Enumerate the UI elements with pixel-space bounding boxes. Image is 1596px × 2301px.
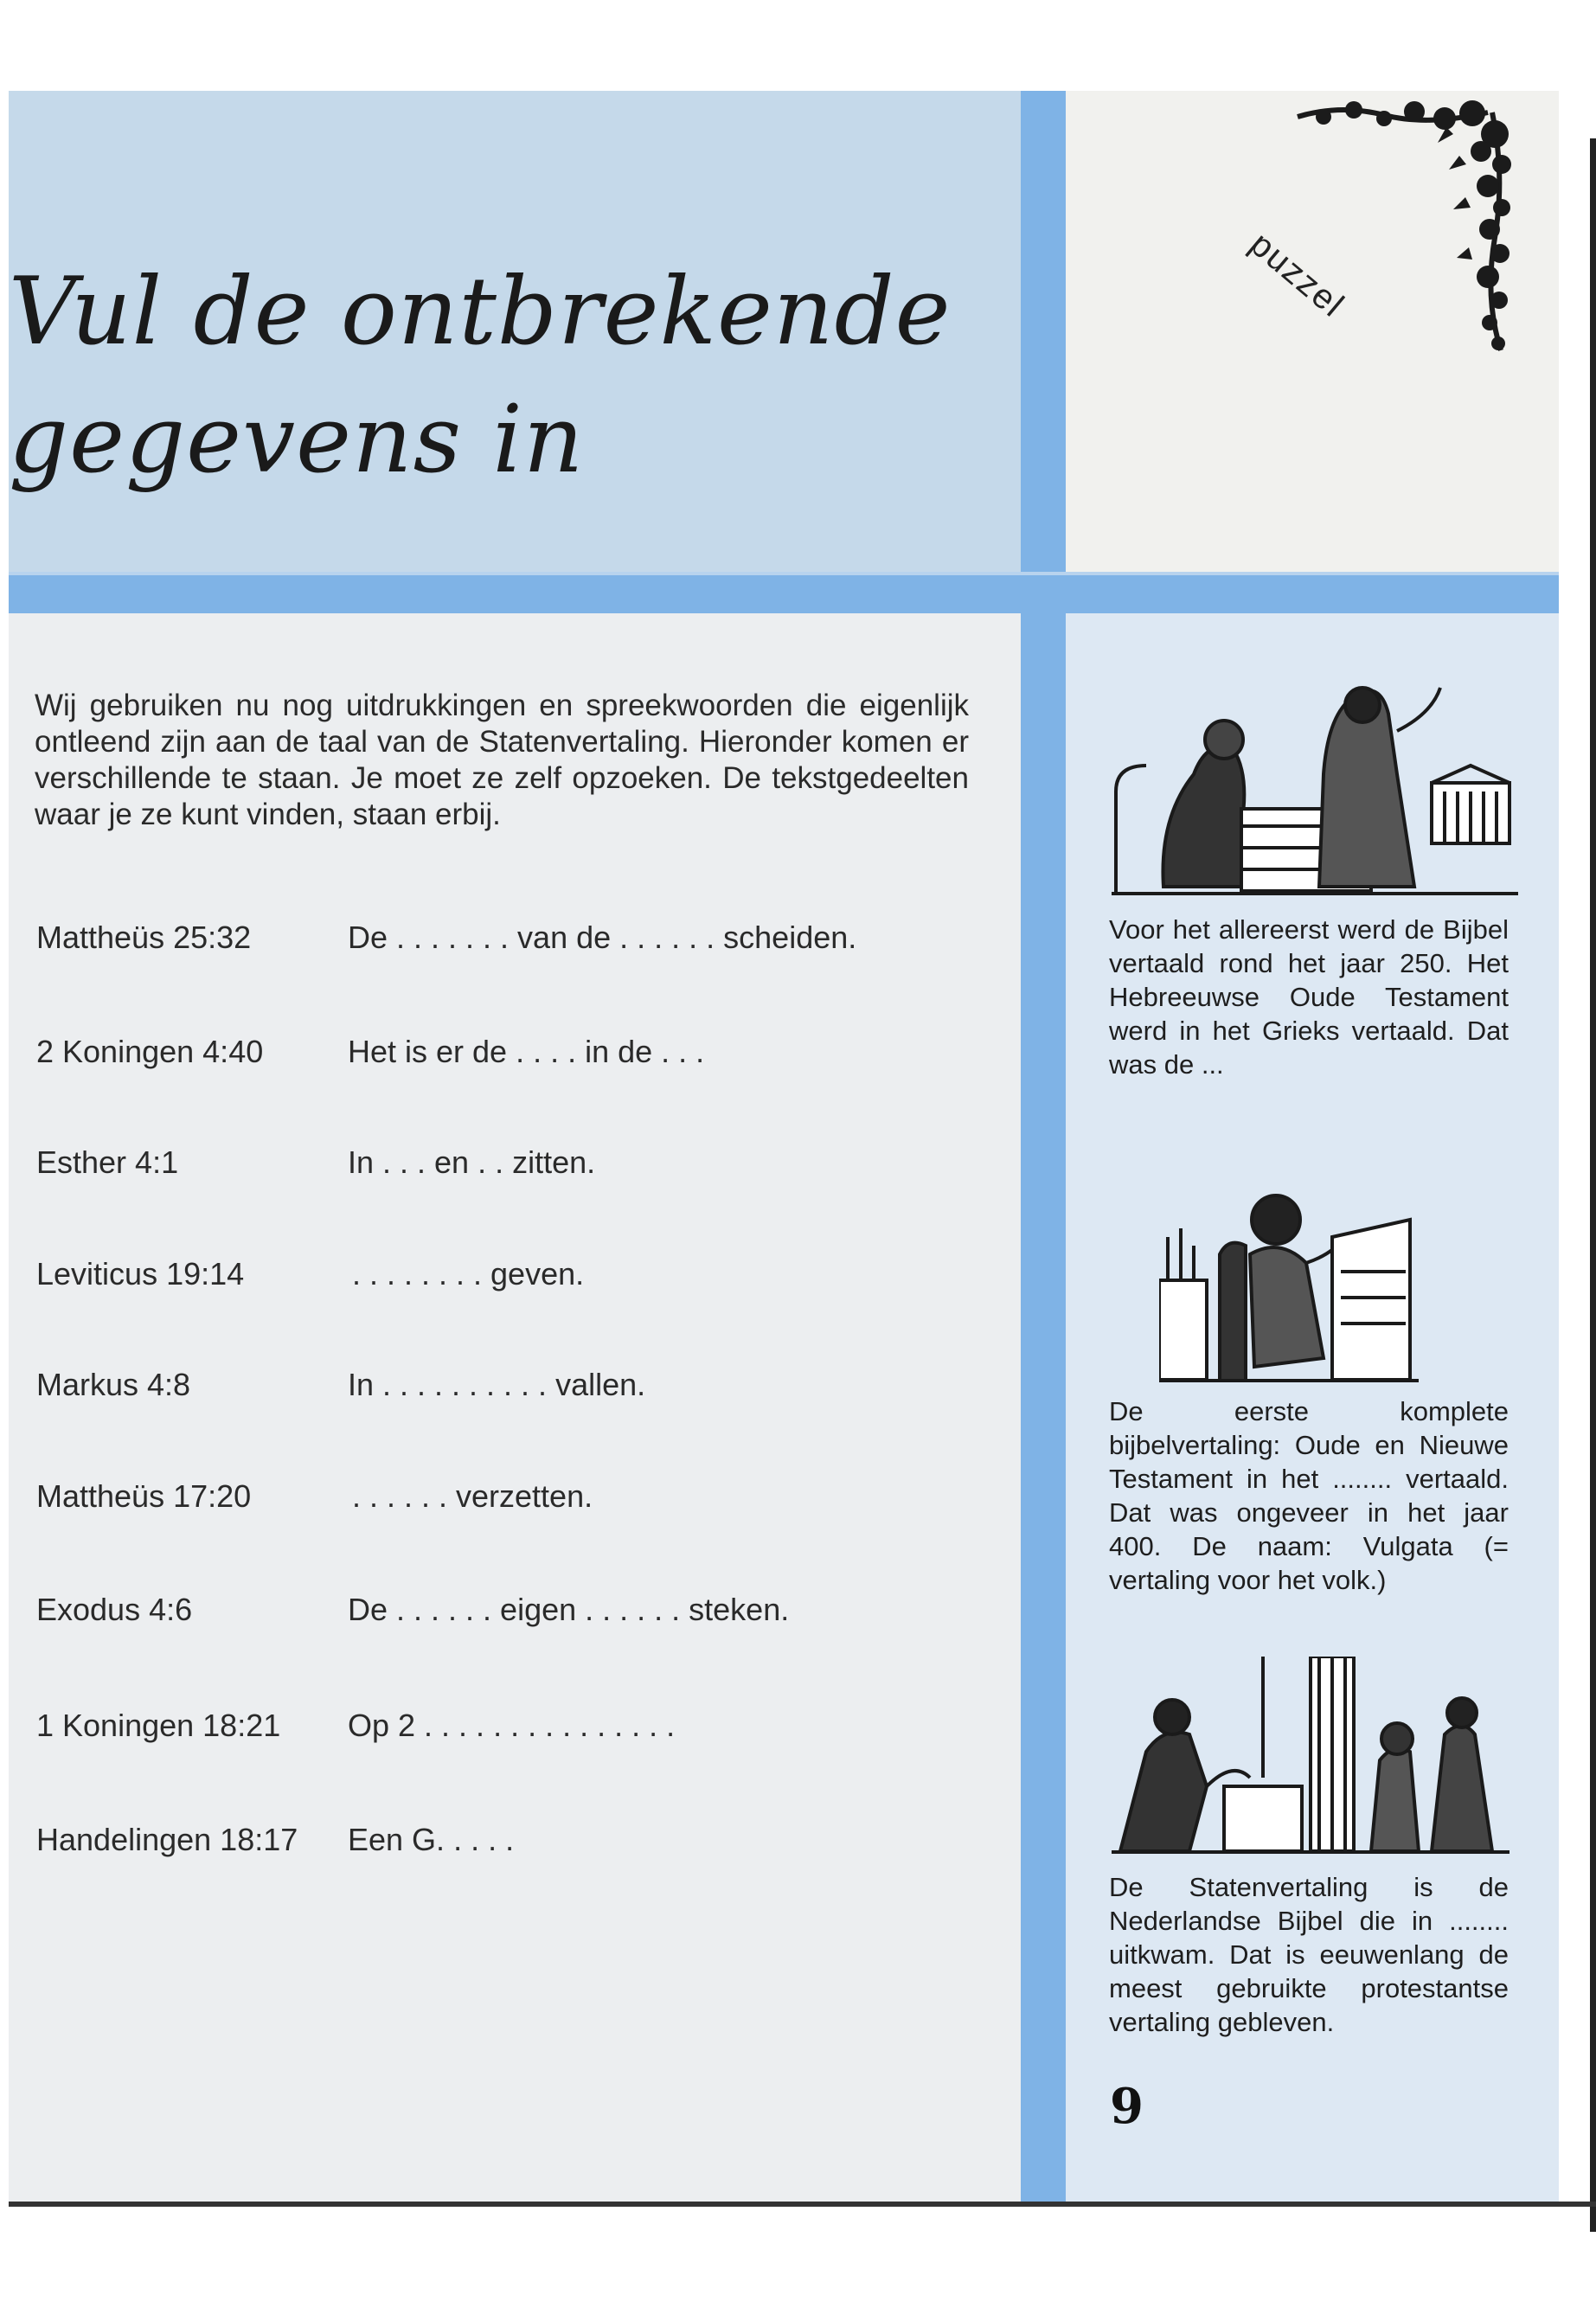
exercise-panel xyxy=(9,613,1021,2202)
fill-in-phrase: Op 2 . . . . . . . . . . . . . . . xyxy=(348,1708,676,1743)
fill-in-phrase: Het is er de . . . . in de . . . xyxy=(348,1034,705,1069)
fill-in-phrase: Een G. . . . . xyxy=(348,1822,515,1857)
blue-band-horizontal xyxy=(9,575,1559,613)
page-number: 9 xyxy=(1110,2078,1144,2135)
scripture-reference: 2 Koningen 4:40 xyxy=(36,1034,264,1069)
fill-in-phrase: In . . . . . . . . . . vallen. xyxy=(348,1367,646,1402)
blue-band-vertical xyxy=(1021,91,1066,2202)
scripture-reference: Mattheüs 17:20 xyxy=(36,1478,252,1514)
scripture-reference: 1 Koningen 18:21 xyxy=(36,1708,281,1743)
fill-in-phrase: De . . . . . . eigen . . . . . . steken. xyxy=(348,1592,790,1627)
scripture-reference: Handelingen 18:17 xyxy=(36,1822,298,1857)
page-title xyxy=(9,248,1012,504)
side-text-block-2: De eerste komplete bijbelvertaling: Oude en Nieuwe Testament in het ........ vertaald. Dat was ongeveer in het jaar 400. De naam: Vulgata (= vertaling voor het volk.) xyxy=(1109,1396,1509,1595)
puzzle-label: puzzel xyxy=(1242,225,1352,325)
side-text-block-1: Voor het allereerst werd de Bijbel vertaald rond het jaar 250. Het Hebreeuwse Oude Testament werd in het Grieks vertaald. Dat was de ... xyxy=(1109,914,1509,1080)
title-panel xyxy=(9,91,1021,575)
scripture-reference: Exodus 4:6 xyxy=(36,1592,193,1627)
binding-edge xyxy=(1590,138,1596,2232)
intro-paragraph: Wij gebruiken nu nog uitdrukkingen en spreekwoorden die eigenlijk ontleend zijn aan de taal van de Statenvertaling. Hieronder komen er verschillende te staan. Je moet ze zelf opzoeken. De tekstgedeelten waar je ze kunt vinden, staan erbij. xyxy=(35,689,969,831)
scripture-reference: Esther 4:1 xyxy=(36,1144,179,1180)
fill-in-phrase: De . . . . . . . van de . . . . . . scheiden. xyxy=(348,920,857,955)
bottom-edge xyxy=(9,2202,1596,2207)
title-line-2: gegevens in xyxy=(9,386,585,495)
fill-in-phrase: In . . . en . . zitten. xyxy=(348,1144,596,1180)
scripture-reference: Mattheüs 25:32 xyxy=(36,920,252,955)
printing-press-illustration xyxy=(1112,1657,1509,1856)
side-text-block-3: De Statenvertaling is de Nederlandse Bijbel die in ........ uitkwam. Dat is eeuwenlang de meest gebruikte protestantse vertaling gebleven. xyxy=(1109,1872,1509,2037)
fill-in-phrase: . . . . . . . . geven. xyxy=(352,1256,585,1292)
scripture-reference: Markus 4:8 xyxy=(36,1367,191,1402)
scholars-writing-illustration xyxy=(1112,679,1518,895)
scribe-at-desk-illustration xyxy=(1159,1185,1419,1384)
scripture-reference: Leviticus 19:14 xyxy=(36,1256,245,1292)
fill-in-phrase: . . . . . . verzetten. xyxy=(352,1478,593,1514)
title-line-1: Vul de ontbrekende xyxy=(9,258,952,367)
